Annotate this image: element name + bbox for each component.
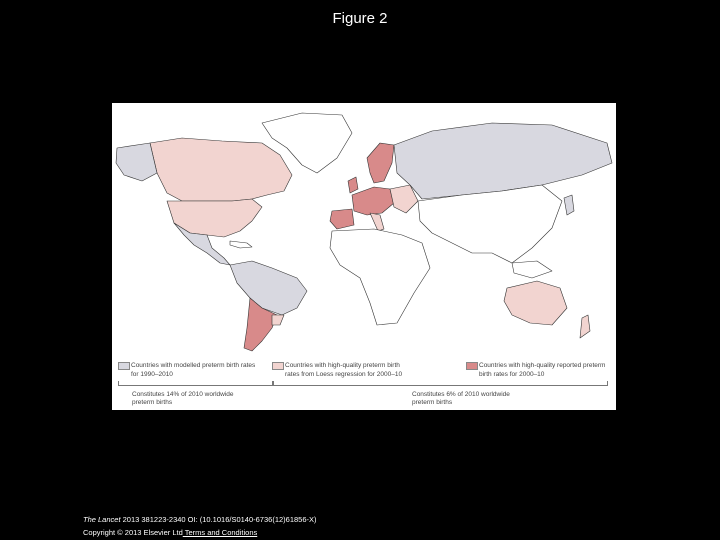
citation xyxy=(83,515,317,524)
figure-title: Figure 2 xyxy=(332,10,388,27)
region-africa xyxy=(330,229,430,325)
region-uk xyxy=(348,177,358,193)
terms-link[interactable]: Terms and Conditions xyxy=(182,528,258,537)
journal-name: The Lancet xyxy=(83,515,121,524)
copyright-text: Copyright © 2013 Elsevier Ltd xyxy=(83,528,183,537)
legend-swatch xyxy=(118,362,130,370)
world-map xyxy=(112,103,616,353)
citation-details: 2013 381223-2340 OI: (10.1016/S0140-6736(12)61856-X) xyxy=(120,515,317,524)
legend-swatch xyxy=(272,362,284,370)
legend-swatch xyxy=(466,362,478,370)
region-scandinavia xyxy=(367,143,394,183)
region-iberia xyxy=(330,209,354,229)
region-se-asia xyxy=(512,261,552,278)
bracket-right xyxy=(272,381,608,386)
region-italy xyxy=(370,213,384,231)
region-uruguay xyxy=(272,315,284,325)
region-western-europe xyxy=(352,187,394,215)
copyright-line xyxy=(83,528,257,537)
region-australia xyxy=(504,281,567,325)
region-japan xyxy=(564,195,574,215)
region-canada xyxy=(150,138,292,201)
region-south-america-north xyxy=(230,261,307,315)
region-russia xyxy=(394,123,612,199)
world-map-figure: Countries with modelled preterm birth rates for 1990–2010 Countries with high-quality preterm birth rates from Loess regression for 2000–10 Countries with high-quality reported preterm birth rates for 2000–10 Constitutes 14% of 2010 worldwide preterm births Constitutes 6% of 2010 worldwide preterm births xyxy=(112,103,616,410)
region-new-zealand xyxy=(580,315,590,338)
region-caribbean xyxy=(230,241,252,248)
region-alaska xyxy=(116,143,157,181)
bracket-left xyxy=(118,381,274,386)
bracket-right-text: Constitutes 6% of 2010 worldwide preterm births xyxy=(412,391,510,406)
bracket-left-text: Constitutes 14% of 2010 worldwide preterm births xyxy=(132,391,234,406)
